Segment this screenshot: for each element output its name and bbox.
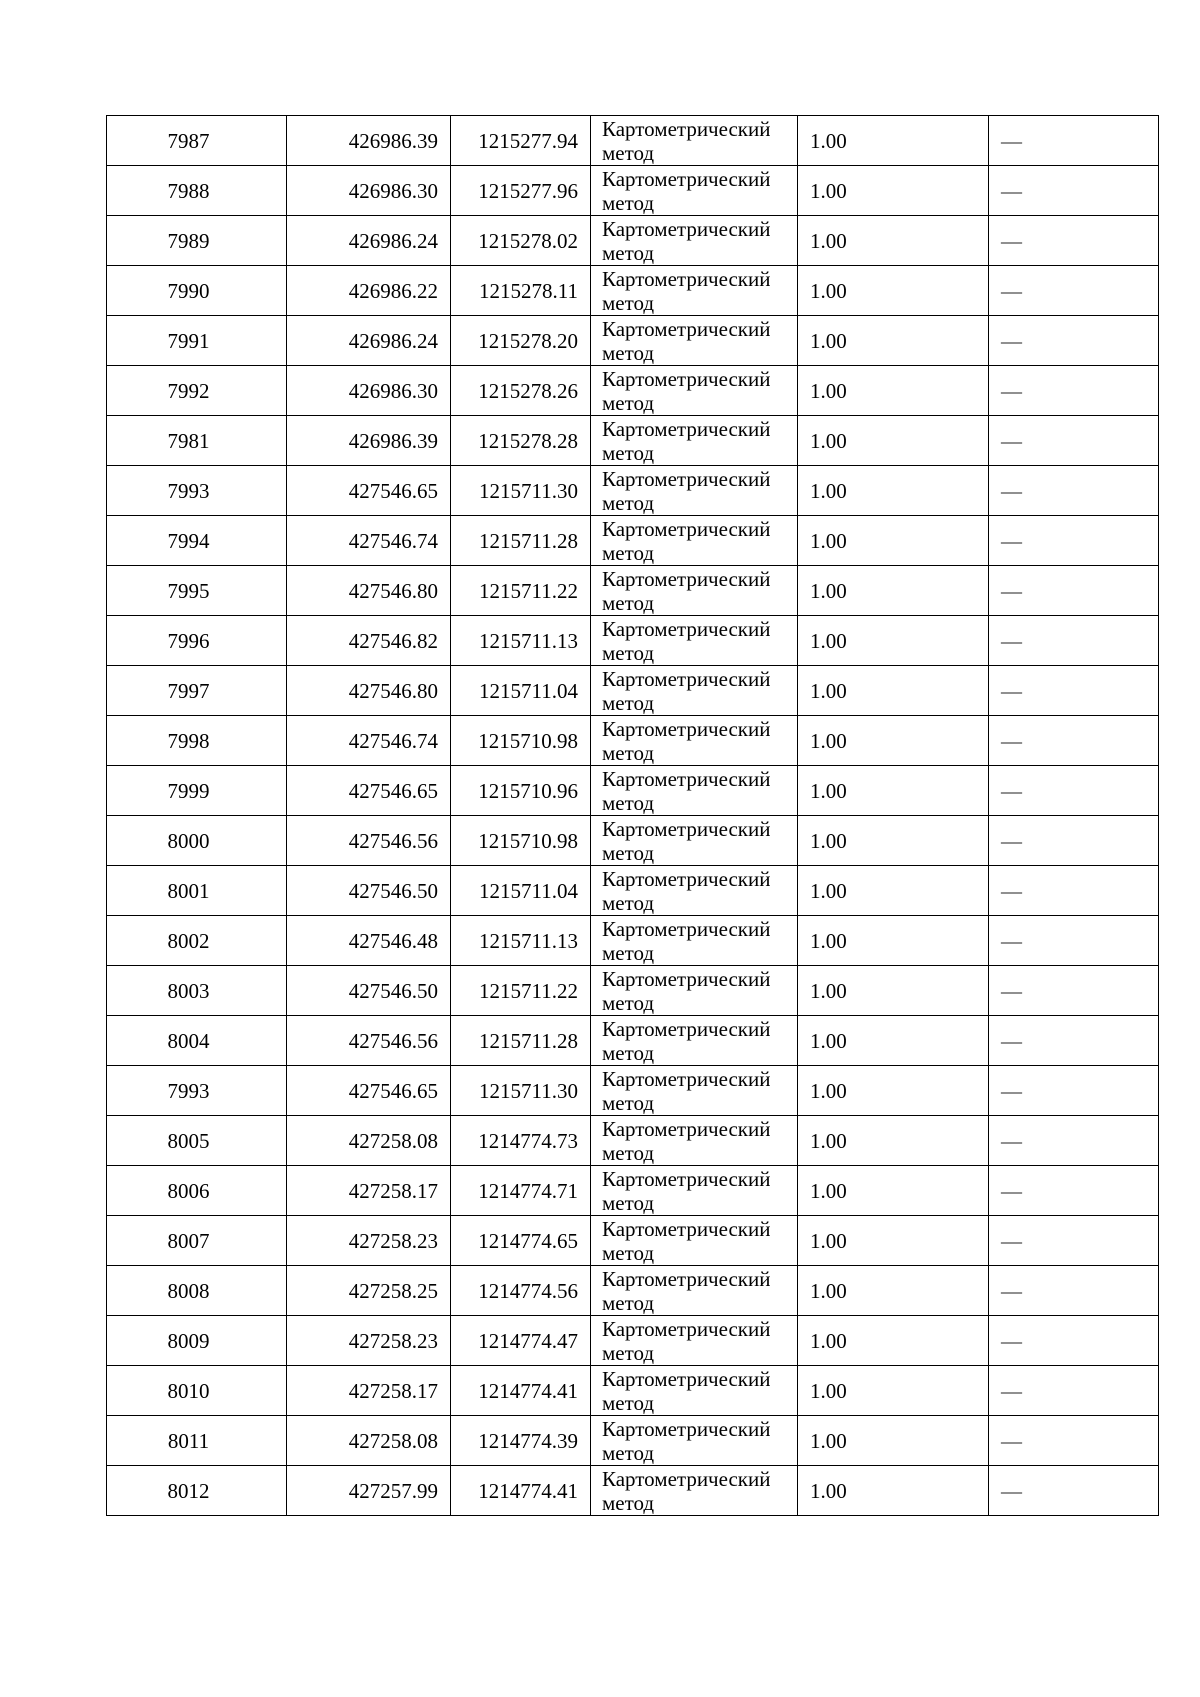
method-cell: [591, 866, 798, 916]
note-cell: —: [989, 1366, 1159, 1416]
accuracy-cell: 1.00: [798, 816, 989, 866]
method-text-line2: метод: [602, 1040, 655, 1065]
x-coordinate-cell: 426986.24: [287, 316, 451, 366]
method-text-line2: метод: [602, 340, 655, 365]
point-number-cell: 7993: [107, 466, 287, 516]
table-row: [107, 216, 1159, 266]
point-number-cell: 7995: [107, 566, 287, 616]
table-row: [107, 416, 1159, 466]
accuracy-cell: 1.00: [798, 666, 989, 716]
note-cell: —: [989, 366, 1159, 416]
method-text-line2: метод: [602, 290, 655, 315]
method-text-line2: метод: [602, 440, 655, 465]
point-number-cell: 8005: [107, 1116, 287, 1166]
note-cell: —: [989, 1166, 1159, 1216]
method-cell: [591, 366, 798, 416]
method-text-line1: Картометрический: [602, 1316, 771, 1341]
method-text-line2: метод: [602, 790, 655, 815]
point-number-cell: 8010: [107, 1366, 287, 1416]
note-cell: —: [989, 166, 1159, 216]
point-number-cell: 7988: [107, 166, 287, 216]
point-number-cell: 7981: [107, 416, 287, 466]
accuracy-cell: 1.00: [798, 516, 989, 566]
method-text-line1: Картометрический: [602, 366, 771, 391]
point-number-cell: 7989: [107, 216, 287, 266]
point-number-cell: 8011: [107, 1416, 287, 1466]
note-cell: —: [989, 266, 1159, 316]
x-coordinate-cell: 427258.08: [287, 1116, 451, 1166]
x-coordinate-cell: 427546.80: [287, 666, 451, 716]
y-coordinate-cell: 1215277.94: [451, 116, 591, 166]
x-coordinate-cell: 427257.99: [287, 1466, 451, 1516]
x-coordinate-cell: 427546.56: [287, 816, 451, 866]
accuracy-cell: 1.00: [798, 116, 989, 166]
table-row: [107, 966, 1159, 1016]
method-text-line1: Картометрический: [602, 1416, 771, 1441]
table-row: [107, 1216, 1159, 1266]
accuracy-cell: 1.00: [798, 916, 989, 966]
method-cell: [591, 216, 798, 266]
y-coordinate-cell: 1214774.39: [451, 1416, 591, 1466]
point-number-cell: 7996: [107, 616, 287, 666]
method-text-line1: Картометрический: [602, 616, 771, 641]
y-coordinate-cell: 1215711.28: [451, 1016, 591, 1066]
method-cell: [591, 516, 798, 566]
table-row: [107, 1416, 1159, 1466]
method-text-line2: метод: [602, 1140, 655, 1165]
x-coordinate-cell: 427258.23: [287, 1216, 451, 1266]
method-text-line1: Картометрический: [602, 1466, 771, 1491]
y-coordinate-cell: 1214774.56: [451, 1266, 591, 1316]
note-cell: —: [989, 1466, 1159, 1516]
x-coordinate-cell: 427546.65: [287, 1066, 451, 1116]
note-cell: —: [989, 966, 1159, 1016]
method-text-line2: метод: [602, 940, 655, 965]
point-number-cell: 7991: [107, 316, 287, 366]
method-cell: [591, 616, 798, 666]
point-number-cell: 8000: [107, 816, 287, 866]
method-text-line1: Картометрический: [602, 566, 771, 591]
x-coordinate-cell: 426986.39: [287, 116, 451, 166]
y-coordinate-cell: 1215711.30: [451, 466, 591, 516]
method-text-line2: метод: [602, 1390, 655, 1415]
method-text-line2: метод: [602, 140, 655, 165]
accuracy-cell: 1.00: [798, 1016, 989, 1066]
point-number-cell: 7993: [107, 1066, 287, 1116]
x-coordinate-cell: 427546.74: [287, 516, 451, 566]
x-coordinate-cell: 426986.30: [287, 366, 451, 416]
y-coordinate-cell: 1215711.13: [451, 916, 591, 966]
method-text-line2: метод: [602, 990, 655, 1015]
accuracy-cell: 1.00: [798, 616, 989, 666]
method-text-line1: Картометрический: [602, 1066, 771, 1091]
x-coordinate-cell: 426986.39: [287, 416, 451, 466]
table-row: [107, 1266, 1159, 1316]
method-text-line2: метод: [602, 1090, 655, 1115]
x-coordinate-cell: 427258.17: [287, 1166, 451, 1216]
table-row: [107, 566, 1159, 616]
method-text-line1: Картометрический: [602, 716, 771, 741]
y-coordinate-cell: 1215711.04: [451, 666, 591, 716]
point-number-cell: 7998: [107, 716, 287, 766]
method-text-line1: Картометрический: [602, 1016, 771, 1041]
point-number-cell: 7994: [107, 516, 287, 566]
method-text-line1: Картометрический: [602, 866, 771, 891]
method-cell: [591, 1166, 798, 1216]
method-cell: [591, 1116, 798, 1166]
table-row: [107, 166, 1159, 216]
table-row: [107, 1166, 1159, 1216]
method-cell: [591, 1266, 798, 1316]
method-text-line2: метод: [602, 590, 655, 615]
method-text-line2: метод: [602, 390, 655, 415]
accuracy-cell: 1.00: [798, 766, 989, 816]
point-number-cell: 8001: [107, 866, 287, 916]
accuracy-cell: 1.00: [798, 716, 989, 766]
note-cell: —: [989, 566, 1159, 616]
y-coordinate-cell: 1215278.20: [451, 316, 591, 366]
accuracy-cell: 1.00: [798, 316, 989, 366]
y-coordinate-cell: 1215710.96: [451, 766, 591, 816]
accuracy-cell: 1.00: [798, 1316, 989, 1366]
note-cell: —: [989, 466, 1159, 516]
point-number-cell: 8012: [107, 1466, 287, 1516]
method-cell: [591, 1016, 798, 1066]
table-row: [107, 116, 1159, 166]
point-number-cell: 7990: [107, 266, 287, 316]
point-number-cell: 8007: [107, 1216, 287, 1266]
y-coordinate-cell: 1214774.41: [451, 1366, 591, 1416]
point-number-cell: 8008: [107, 1266, 287, 1316]
method-text-line2: метод: [602, 1290, 655, 1315]
method-cell: [591, 1466, 798, 1516]
accuracy-cell: 1.00: [798, 266, 989, 316]
method-text-line1: Картометрический: [602, 516, 771, 541]
point-number-cell: 8003: [107, 966, 287, 1016]
table-row: [107, 1016, 1159, 1066]
table-row: [107, 766, 1159, 816]
point-number-cell: 8006: [107, 1166, 287, 1216]
method-text-line2: метод: [602, 490, 655, 515]
method-text-line1: Картометрический: [602, 1216, 771, 1241]
x-coordinate-cell: 427546.48: [287, 916, 451, 966]
y-coordinate-cell: 1214774.47: [451, 1316, 591, 1366]
point-number-cell: 7997: [107, 666, 287, 716]
table-row: [107, 466, 1159, 516]
y-coordinate-cell: 1215711.13: [451, 616, 591, 666]
accuracy-cell: 1.00: [798, 566, 989, 616]
method-text-line1: Картометрический: [602, 466, 771, 491]
x-coordinate-cell: 426986.24: [287, 216, 451, 266]
method-text-line1: Картометрический: [602, 766, 771, 791]
table-row: [107, 1316, 1159, 1366]
note-cell: —: [989, 1266, 1159, 1316]
method-text-line2: метод: [602, 1340, 655, 1365]
note-cell: —: [989, 1416, 1159, 1466]
table-row: [107, 916, 1159, 966]
method-cell: [591, 166, 798, 216]
note-cell: —: [989, 666, 1159, 716]
table-row: [107, 516, 1159, 566]
method-cell: [591, 1216, 798, 1266]
method-text-line1: Картометрический: [602, 1166, 771, 1191]
method-text-line1: Картометрический: [602, 816, 771, 841]
y-coordinate-cell: 1215710.98: [451, 816, 591, 866]
note-cell: —: [989, 1316, 1159, 1366]
method-text-line1: Картометрический: [602, 916, 771, 941]
accuracy-cell: 1.00: [798, 216, 989, 266]
accuracy-cell: 1.00: [798, 1116, 989, 1166]
x-coordinate-cell: 427258.25: [287, 1266, 451, 1316]
table-row: [107, 666, 1159, 716]
method-text-line2: метод: [602, 640, 655, 665]
table-row: [107, 716, 1159, 766]
method-text-line1: Картометрический: [602, 1366, 771, 1391]
y-coordinate-cell: 1215711.04: [451, 866, 591, 916]
x-coordinate-cell: 427258.08: [287, 1416, 451, 1466]
point-number-cell: 7992: [107, 366, 287, 416]
table-row: [107, 1466, 1159, 1516]
y-coordinate-cell: 1215278.02: [451, 216, 591, 266]
table-body: [107, 116, 1159, 1516]
table-row: [107, 1116, 1159, 1166]
method-text-line1: Картометрический: [602, 316, 771, 341]
y-coordinate-cell: 1215277.96: [451, 166, 591, 216]
method-text-line1: Картометрический: [602, 216, 771, 241]
table-row: [107, 866, 1159, 916]
note-cell: —: [989, 1066, 1159, 1116]
x-coordinate-cell: 427546.74: [287, 716, 451, 766]
method-text-line2: метод: [602, 890, 655, 915]
y-coordinate-cell: 1215711.22: [451, 966, 591, 1016]
method-cell: [591, 766, 798, 816]
method-text-line2: метод: [602, 190, 655, 215]
method-text-line1: Картометрический: [602, 1266, 771, 1291]
method-text-line2: метод: [602, 240, 655, 265]
note-cell: —: [989, 766, 1159, 816]
x-coordinate-cell: 427546.56: [287, 1016, 451, 1066]
accuracy-cell: 1.00: [798, 366, 989, 416]
x-coordinate-cell: 427546.65: [287, 466, 451, 516]
method-text-line2: метод: [602, 840, 655, 865]
table-row: [107, 1066, 1159, 1116]
point-number-cell: 8004: [107, 1016, 287, 1066]
method-text-line1: Картометрический: [602, 166, 771, 191]
method-cell: [591, 716, 798, 766]
note-cell: —: [989, 116, 1159, 166]
accuracy-cell: 1.00: [798, 1366, 989, 1416]
accuracy-cell: 1.00: [798, 1416, 989, 1466]
method-cell: [591, 1416, 798, 1466]
y-coordinate-cell: 1214774.71: [451, 1166, 591, 1216]
point-number-cell: 8002: [107, 916, 287, 966]
method-cell: [591, 566, 798, 616]
table-row: [107, 816, 1159, 866]
x-coordinate-cell: 427258.23: [287, 1316, 451, 1366]
point-number-cell: 8009: [107, 1316, 287, 1366]
y-coordinate-cell: 1215711.22: [451, 566, 591, 616]
accuracy-cell: 1.00: [798, 966, 989, 1016]
note-cell: —: [989, 416, 1159, 466]
y-coordinate-cell: 1215278.28: [451, 416, 591, 466]
note-cell: —: [989, 716, 1159, 766]
method-text-line2: метод: [602, 1440, 655, 1465]
method-cell: [591, 1316, 798, 1366]
y-coordinate-cell: 1215711.28: [451, 516, 591, 566]
accuracy-cell: 1.00: [798, 166, 989, 216]
table-row: [107, 366, 1159, 416]
method-text-line2: метод: [602, 1190, 655, 1215]
method-cell: [591, 816, 798, 866]
accuracy-cell: 1.00: [798, 1266, 989, 1316]
method-text-line2: метод: [602, 690, 655, 715]
method-cell: [591, 266, 798, 316]
method-cell: [591, 916, 798, 966]
accuracy-cell: 1.00: [798, 1166, 989, 1216]
method-cell: [591, 416, 798, 466]
method-text-line2: метод: [602, 1240, 655, 1265]
y-coordinate-cell: 1215710.98: [451, 716, 591, 766]
y-coordinate-cell: 1214774.65: [451, 1216, 591, 1266]
note-cell: —: [989, 866, 1159, 916]
x-coordinate-cell: 426986.22: [287, 266, 451, 316]
accuracy-cell: 1.00: [798, 1216, 989, 1266]
x-coordinate-cell: 427546.50: [287, 866, 451, 916]
method-cell: [591, 1366, 798, 1416]
accuracy-cell: 1.00: [798, 466, 989, 516]
y-coordinate-cell: 1214774.73: [451, 1116, 591, 1166]
accuracy-cell: 1.00: [798, 1466, 989, 1516]
coordinates-table: [106, 115, 1159, 1516]
y-coordinate-cell: 1214774.41: [451, 1466, 591, 1516]
x-coordinate-cell: 427546.80: [287, 566, 451, 616]
point-number-cell: 7999: [107, 766, 287, 816]
method-cell: [591, 966, 798, 1016]
method-text-line1: Картометрический: [602, 966, 771, 991]
table-row: [107, 1366, 1159, 1416]
point-number-cell: 7987: [107, 116, 287, 166]
method-cell: [591, 666, 798, 716]
x-coordinate-cell: 427546.82: [287, 616, 451, 666]
x-coordinate-cell: 427258.17: [287, 1366, 451, 1416]
note-cell: —: [989, 1016, 1159, 1066]
method-cell: [591, 116, 798, 166]
x-coordinate-cell: 427546.65: [287, 766, 451, 816]
method-text-line2: метод: [602, 1490, 655, 1515]
note-cell: —: [989, 516, 1159, 566]
method-text-line1: Картометрический: [602, 266, 771, 291]
method-text-line1: Картометрический: [602, 416, 771, 441]
note-cell: —: [989, 1116, 1159, 1166]
method-cell: [591, 1066, 798, 1116]
accuracy-cell: 1.00: [798, 866, 989, 916]
accuracy-cell: 1.00: [798, 416, 989, 466]
table-row: [107, 616, 1159, 666]
x-coordinate-cell: 426986.30: [287, 166, 451, 216]
accuracy-cell: 1.00: [798, 1066, 989, 1116]
y-coordinate-cell: 1215278.26: [451, 366, 591, 416]
table-row: [107, 316, 1159, 366]
note-cell: —: [989, 1216, 1159, 1266]
method-text-line2: метод: [602, 740, 655, 765]
note-cell: —: [989, 316, 1159, 366]
note-cell: —: [989, 616, 1159, 666]
table-row: [107, 266, 1159, 316]
note-cell: —: [989, 916, 1159, 966]
method-text-line1: Картометрический: [602, 1116, 771, 1141]
method-cell: [591, 466, 798, 516]
note-cell: —: [989, 816, 1159, 866]
method-text-line2: метод: [602, 540, 655, 565]
y-coordinate-cell: 1215711.30: [451, 1066, 591, 1116]
method-text-line1: Картометрический: [602, 116, 771, 141]
note-cell: —: [989, 216, 1159, 266]
method-cell: [591, 316, 798, 366]
x-coordinate-cell: 427546.50: [287, 966, 451, 1016]
y-coordinate-cell: 1215278.11: [451, 266, 591, 316]
method-text-line1: Картометрический: [602, 666, 771, 691]
